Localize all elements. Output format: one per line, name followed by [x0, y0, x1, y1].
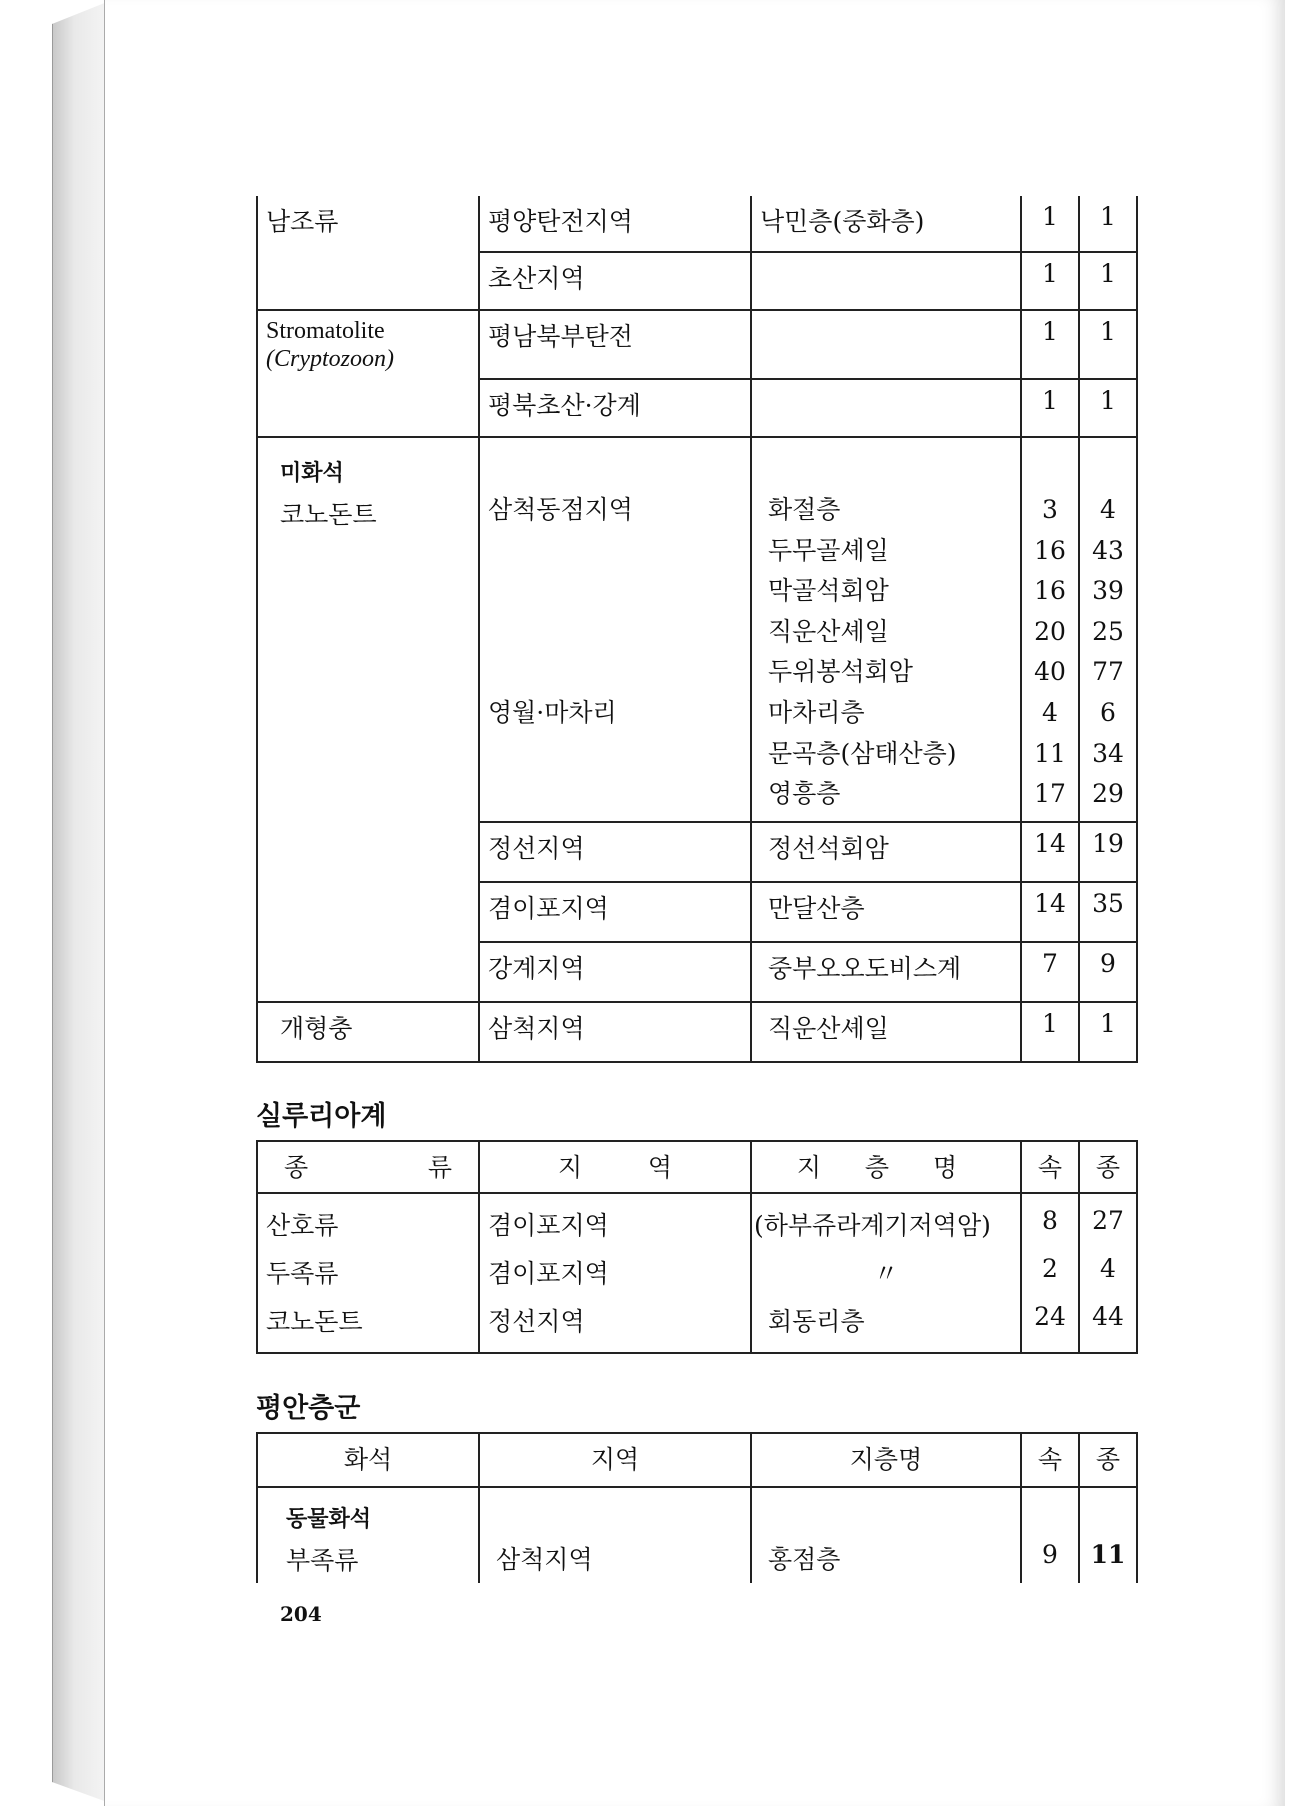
species-cell: 1	[1079, 196, 1137, 252]
species-value: 25	[1092, 616, 1124, 646]
species-cell: 44	[1079, 1296, 1137, 1353]
species-cell: 19	[1079, 822, 1137, 882]
table-header-row	[257, 1433, 1137, 1487]
region-label: 삼척동점지역	[488, 495, 633, 524]
strata-cell	[751, 379, 1021, 437]
group-cell	[257, 310, 479, 379]
strata-cell: 정선석회암	[751, 822, 1021, 882]
species-value: 77	[1092, 657, 1124, 687]
species-value: 43	[1092, 535, 1124, 565]
column-header-type: 종 류	[257, 1141, 479, 1193]
species-cell: 4	[1079, 1248, 1137, 1296]
strata-label: 화절층	[768, 495, 841, 524]
table-row	[257, 942, 1137, 1002]
strata-label: 두무골셰일	[768, 535, 889, 565]
section-title: 평안층군	[256, 1393, 361, 1424]
species-cell: 1	[1079, 1002, 1137, 1062]
column-header-region: 지역	[479, 1433, 751, 1487]
column-header-strata: 지 층 명	[751, 1141, 1021, 1193]
genus-value: 40	[1034, 657, 1066, 687]
group-label: 미화석	[280, 461, 344, 486]
group-latin-synonym: (Cryptozoon)	[266, 346, 394, 372]
section-title: 실루리아계	[256, 1101, 387, 1132]
species-cell: 1	[1079, 310, 1137, 379]
table-row	[257, 1487, 1137, 1583]
strata-cell: 만달산층	[751, 882, 1021, 942]
column-header-species: 종	[1079, 1141, 1137, 1193]
genus-cell: 14	[1021, 882, 1079, 942]
species-cell: 27	[1079, 1193, 1137, 1248]
strata-cell: 〃	[751, 1248, 1021, 1296]
column-header-genus: 속	[1021, 1433, 1079, 1487]
species-cell: 35	[1079, 882, 1137, 942]
strata-cell: 직운산셰일	[751, 1002, 1021, 1062]
column-header-strata: 지층명	[751, 1433, 1021, 1487]
strata-label: 영흥층	[768, 779, 841, 809]
genus-cell: 1	[1021, 196, 1079, 252]
strata-cell	[751, 1487, 1021, 1583]
genus-cell: 14	[1021, 822, 1079, 882]
species-cell: 1	[1079, 252, 1137, 310]
region-cell: 강계지역	[479, 942, 751, 1002]
region-label: 영월·마차리	[488, 697, 617, 727]
table-row	[257, 310, 1137, 379]
region-cell: 겸이포지역	[479, 1193, 751, 1248]
species-cell	[1079, 437, 1137, 822]
strata-label: 문곡층(삼태산층)	[768, 738, 957, 768]
table-row	[257, 252, 1137, 310]
region-cell: 정선지역	[479, 1296, 751, 1353]
table-header-row	[257, 1141, 1137, 1193]
table-ordovician-continued	[256, 196, 1138, 1063]
genus-cell: 1	[1021, 310, 1079, 379]
table-silurian	[256, 1140, 1138, 1354]
strata-label: 두위봉석회암	[768, 657, 913, 687]
genus-value: 20	[1034, 616, 1066, 646]
species-cell: 9	[1079, 942, 1137, 1002]
group-cell: 남조류	[257, 196, 479, 252]
region-cell	[479, 1487, 751, 1583]
genus-value: 11	[1034, 738, 1066, 768]
region-label: 삼척지역	[496, 1545, 593, 1574]
strata-cell	[751, 252, 1021, 310]
page-number: 204	[280, 1602, 322, 1626]
table-row	[257, 1248, 1137, 1296]
type-cell: 산호류	[257, 1193, 479, 1248]
genus-value: 17	[1034, 779, 1066, 809]
table-row	[257, 196, 1137, 252]
group-cell: 개형충	[257, 1002, 479, 1062]
genus-cell: 7	[1021, 942, 1079, 1002]
group-cell	[257, 437, 479, 822]
genus-cell: 1	[1021, 252, 1079, 310]
strata-label: 홍점층	[768, 1545, 841, 1574]
table-row	[257, 437, 1137, 822]
species-value: 6	[1100, 697, 1116, 727]
strata-cell: 낙민층(중화층)	[751, 196, 1021, 252]
table-row	[257, 882, 1137, 942]
species-cell	[1079, 1487, 1137, 1583]
column-header-genus: 속	[1021, 1141, 1079, 1193]
table-row	[257, 1296, 1137, 1353]
species-value: 29	[1092, 779, 1124, 809]
genus-cell	[1021, 437, 1079, 822]
group-cell	[257, 882, 479, 942]
table-row	[257, 379, 1137, 437]
type-cell: 코노돈트	[257, 1296, 479, 1353]
group-cell	[257, 822, 479, 882]
table-row	[257, 1193, 1137, 1248]
table-row	[257, 822, 1137, 882]
book-spine	[52, 2, 107, 1802]
genus-value: 3	[1042, 495, 1058, 524]
group-cell	[257, 942, 479, 1002]
region-cell: 겸이포지역	[479, 1248, 751, 1296]
genus-value: 9	[1042, 1540, 1058, 1569]
group-cell	[257, 252, 479, 310]
type-label: 부족류	[286, 1546, 359, 1575]
region-cell	[479, 437, 751, 822]
group-latin-name: Stromatolite	[266, 318, 385, 344]
strata-label: 직운산셰일	[768, 616, 889, 646]
genus-value: 4	[1042, 697, 1058, 727]
species-value: 34	[1092, 738, 1124, 768]
region-cell: 평남북부탄전	[479, 310, 751, 379]
column-header-fossil: 화석	[257, 1433, 479, 1487]
genus-cell: 8	[1021, 1193, 1079, 1248]
strata-cell	[751, 310, 1021, 379]
genus-cell: 1	[1021, 1002, 1079, 1062]
column-header-species: 종	[1079, 1433, 1137, 1487]
group-label: 동물화석	[286, 1507, 372, 1532]
region-cell: 초산지역	[479, 252, 751, 310]
genus-cell	[1021, 1487, 1079, 1583]
region-cell: 평북초산·강계	[479, 379, 751, 437]
region-cell: 겸이포지역	[479, 882, 751, 942]
group-cell	[257, 379, 479, 437]
region-cell: 정선지역	[479, 822, 751, 882]
column-header-region: 지 역	[479, 1141, 751, 1193]
strata-label: 마차리층	[768, 697, 865, 727]
fossil-cell	[257, 1487, 479, 1583]
genus-cell: 24	[1021, 1296, 1079, 1353]
type-cell: 두족류	[257, 1248, 479, 1296]
region-cell: 삼척지역	[479, 1002, 751, 1062]
group-sublabel: 코노돈트	[280, 500, 377, 529]
genus-cell: 1	[1021, 379, 1079, 437]
strata-label: 막골석회암	[768, 576, 889, 606]
genus-value: 16	[1034, 535, 1066, 565]
species-value: 11	[1090, 1540, 1126, 1569]
species-value: 4	[1100, 495, 1116, 524]
species-cell: 1	[1079, 379, 1137, 437]
species-value: 39	[1092, 576, 1124, 606]
genus-cell: 2	[1021, 1248, 1079, 1296]
region-cell: 평양탄전지역	[479, 196, 751, 252]
genus-value: 16	[1034, 576, 1066, 606]
strata-cell: (하부쥬라계기저역암)	[751, 1193, 1021, 1248]
strata-cell: 회동리층	[751, 1296, 1021, 1353]
table-pyongan	[256, 1432, 1138, 1583]
strata-cell	[751, 437, 1021, 822]
strata-cell: 중부오오도비스계	[751, 942, 1021, 1002]
table-row	[257, 1002, 1137, 1062]
